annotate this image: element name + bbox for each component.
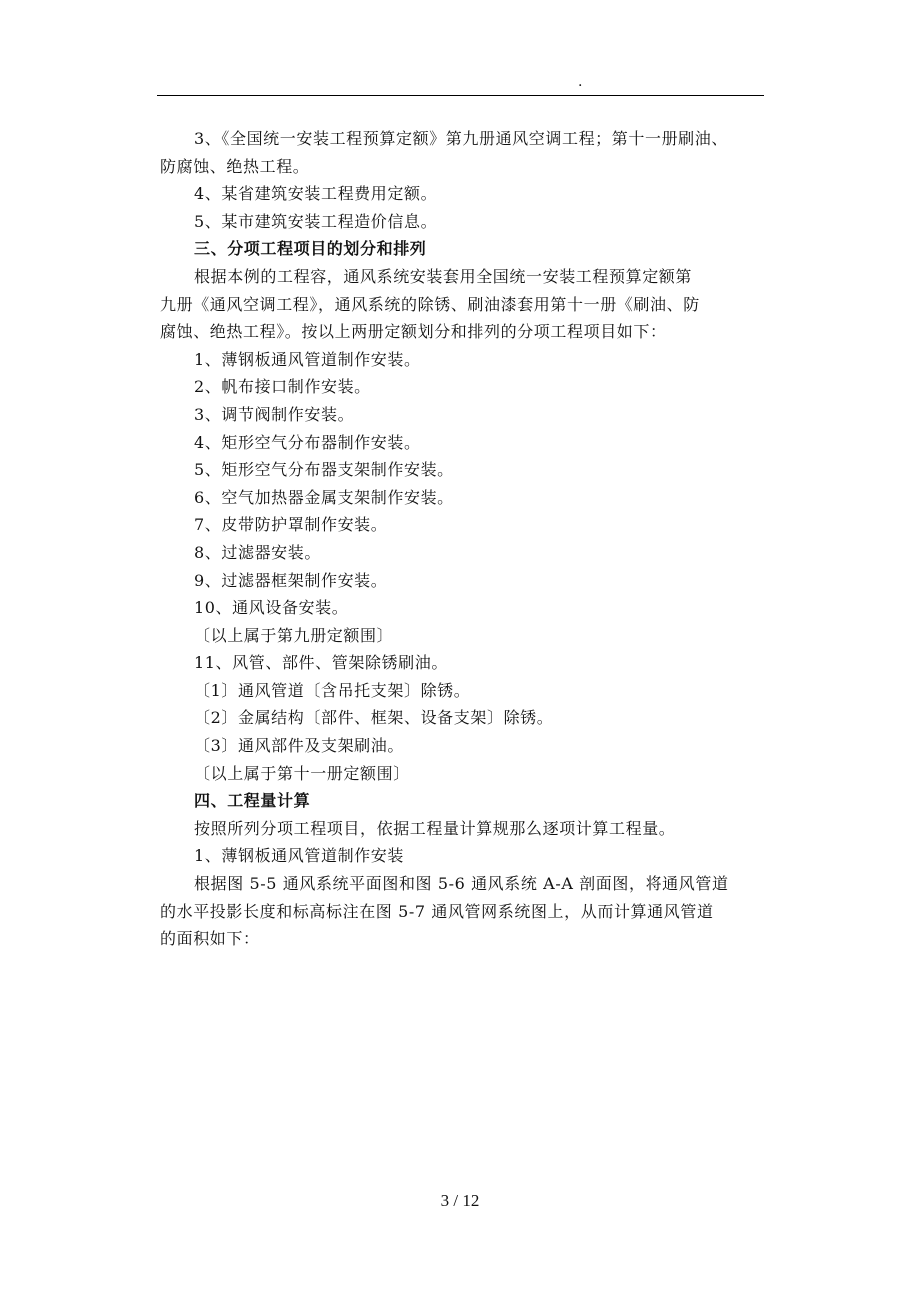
text-line: 1、薄钢板通风管道制作安装	[194, 846, 404, 866]
text-line: 7、皮带防护罩制作安装。	[194, 515, 388, 535]
text-line: 8、过滤器安装。	[194, 542, 321, 562]
text-line: 5、某市建筑安装工程造价信息。	[194, 211, 438, 231]
text-line: 防腐蚀、绝热工程。	[160, 156, 310, 176]
text-line: 〔以上属于第十一册定额围〕	[194, 763, 410, 783]
text-line: 〔1〕通风管道〔含吊托支架〕除锈。	[194, 680, 471, 700]
text-line: 2、帆布接口制作安装。	[194, 377, 371, 397]
text-line: 〔2〕金属结构〔部件、框架、设备支架〕除锈。	[194, 708, 554, 728]
text-line: 4、矩形空气分布器制作安装。	[194, 432, 421, 452]
text-line: 〔3〕通风部件及支架刷油。	[194, 736, 404, 756]
text-line: 1、薄钢板通风管道制作安装。	[194, 349, 421, 369]
section-heading: 三、分项工程项目的划分和排列	[194, 239, 427, 259]
text-line: 按照所列分项工程项目，依据工程量计算规那么逐项计算工程量。	[194, 818, 676, 838]
text-line: 5、矩形空气分布器支架制作安装。	[194, 460, 454, 480]
text-line: 9、过滤器框架制作安装。	[194, 570, 388, 590]
text-line: 的水平投影长度和标高标注在图 5-7 通风管网系统图上，从而计算通风管道	[160, 901, 714, 921]
text-line: 10、通风设备安装。	[194, 598, 349, 618]
header-mark: .	[578, 74, 583, 90]
page-number: 3 / 12	[440, 1191, 480, 1210]
text-line: 3、《全国统一安装工程预算定额》第九册通风空调工程；第十一册刷油、	[194, 129, 728, 148]
section-heading: 四、工程量计算	[194, 791, 311, 811]
text-line: 11、风管、部件、管架除锈刷油。	[194, 653, 448, 673]
text-line: 根据图 5-5 通风系统平面图和图 5-6 通风系统 A-A 剖面图，将通风管道	[194, 874, 729, 894]
text-line: 腐蚀、绝热工程》。按以上两册定额划分和排列的分项工程项目如下：	[160, 322, 667, 342]
text-line: 6、空气加热器金属支架制作安装。	[194, 487, 454, 507]
text-line: 根据本例的工程容，通风系统安装套用全国统一安装工程预算定额第	[194, 266, 693, 286]
text-line: 的面积如下：	[160, 929, 260, 949]
text-line: 〔以上属于第九册定额围〕	[194, 625, 394, 645]
header-rule	[157, 95, 764, 96]
text-line: 3、调节阀制作安装。	[194, 404, 355, 424]
document-body	[160, 125, 764, 953]
text-line: 九册《通风空调工程》，通风系统的除锈、刷油漆套用第十一册《刷油、防	[160, 294, 700, 314]
text-line: 4、某省建筑安装工程费用定额。	[194, 184, 438, 204]
